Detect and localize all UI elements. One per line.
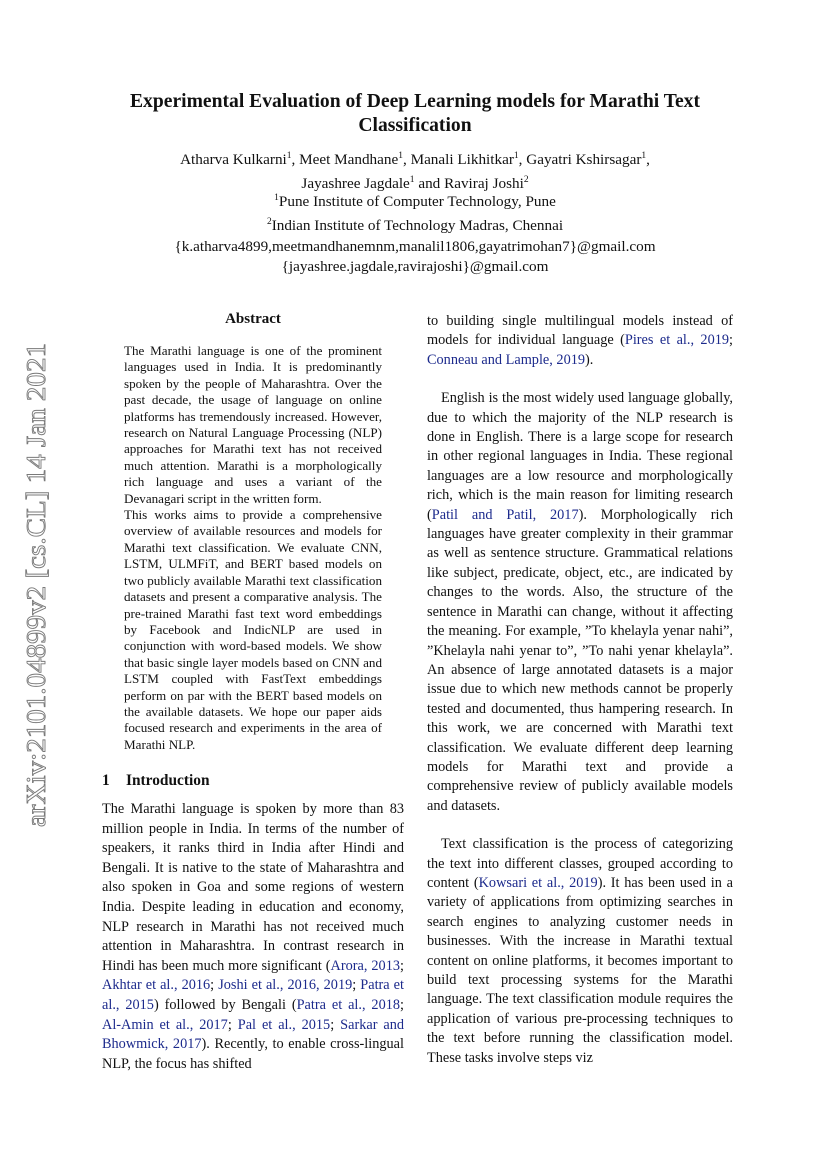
body-text: The Marathi language is spoken by more than 83 million people in India. In terms of the number of speakers, it ranks third in India after Hindi and Bengali. It is native to the state of Maharashtra and also spoken in Goa and some regions of western India. Despite leading in education and economy, NLP research in Marathi has not received much attention in Maharashtra. In contrast research in Hindi has been much more significant ( bbox=[102, 801, 404, 974]
body-text: ; bbox=[210, 977, 219, 994]
citation-link[interactable]: Arora, 2013 bbox=[330, 957, 401, 974]
paper-title bbox=[100, 90, 730, 138]
title-line-1: Experimental Evaluation of Deep Learning models for Marathi Text bbox=[129, 91, 701, 112]
affiliation-1 bbox=[100, 188, 730, 212]
section-heading bbox=[102, 772, 210, 790]
affiliation-number: 1 bbox=[274, 193, 279, 203]
citation-link[interactable]: Patra et al., 2018 bbox=[296, 996, 401, 1013]
body-text: ; bbox=[352, 977, 361, 994]
body-text: ; bbox=[227, 1016, 238, 1033]
author-separator: , bbox=[402, 151, 411, 169]
citation-link[interactable]: Kowsari et al., 2019 bbox=[478, 874, 598, 891]
author: Jayashree Jagdale bbox=[301, 175, 410, 193]
affiliation-number: 2 bbox=[266, 217, 272, 228]
author-affiliation-mark: 1 bbox=[641, 151, 647, 161]
citation-link[interactable]: Pal et al., 2015 bbox=[237, 1016, 331, 1033]
body-text: to building single multilingual models instead of models for individual language ( bbox=[427, 313, 733, 349]
citation-link[interactable]: Pires et al., 2019 bbox=[624, 332, 730, 349]
affiliation-2 bbox=[100, 212, 730, 236]
author: Raviraj Joshi bbox=[444, 175, 524, 193]
abstract-heading: Abstract bbox=[225, 311, 281, 327]
author-affiliation-mark: 2 bbox=[523, 175, 529, 186]
arxiv-stamp-svg bbox=[14, 340, 60, 830]
affiliation-name: Indian Institute of Technology Madras, Chennai bbox=[271, 217, 564, 235]
abstract-paragraph-2: This works aims to provide a comprehensive overview of available resources and models for Marathi text classification. We evaluate CNN, LSTM, ULMFiT, and BERT based models on two publicly available Marathi text classification datasets and present a comparative analysis. The pre-trained Marathi fast text word embeddings by Facebook and IndicNLP are used in conjunction with word-based models. We show that basic single layer models based on CNN and LSTM coupled with FastText embeddings perform on par with the BERT based models on the available datasets. We hope our paper aids focused research and experiments in the area of Marathi NLP. bbox=[124, 507, 382, 752]
body-text: ; bbox=[330, 1016, 341, 1033]
author-separator: and bbox=[414, 175, 445, 193]
author: Atharva Kulkarni bbox=[180, 151, 287, 169]
body-text: ). Morphologically rich languages have greater complexity in their grammar as well as sentence structure. Grammatical relations like subject, predicate, object, etc., are indicated by changes to the words. Also, the structure of the sentence in Marathi can change, without it affecting the meaning. For example, ”To khelayla yenar nahi”, ”Khelayla nahi yenar to”, ”To nahi yenar khelayla”. An absence of large annotated datasets is a major issue due to which new methods cannot be properly tested and documented, thus hampering research. In this work, we are concerned with Marathi text classification. We evaluate different deep learning models for Marathi text and provide a comprehensive review of publicly available models and datasets. bbox=[427, 506, 733, 814]
section-title: Introduction bbox=[126, 772, 210, 789]
author-separator: , bbox=[291, 151, 300, 169]
body-text: English is the most widely used language globally, due to which the majority of the NLP research is done in English. There is a large scope for research in other regional languages in India. These regional languages are a low resource and morphologically rich, which is the main reason for limiting research ( bbox=[427, 390, 733, 523]
intro-paragraph-1 bbox=[102, 800, 404, 1074]
affiliations bbox=[100, 188, 730, 277]
email-line-1: {k.atharva4899,meetmandhanemnm,manalil1806,gayatrimohan7}@gmail.com bbox=[174, 237, 656, 255]
author-list bbox=[100, 146, 730, 194]
author: Manali Likhitkar bbox=[410, 151, 514, 169]
title-line-2: Classification bbox=[358, 115, 472, 136]
arxiv-stamp-text: arXiv:2101.04899v2 [cs.CL] 14 Jan 2021 bbox=[21, 377, 51, 827]
author-line-1 bbox=[100, 146, 730, 170]
body-text: ). bbox=[585, 351, 594, 368]
author: Gayatri Kshirsagar bbox=[526, 151, 642, 169]
body-text: ; bbox=[400, 996, 405, 1013]
abstract-paragraph-1: The Marathi language is one of the prominent languages used in India. It is predominantly spoken by the people of Maharashtra. Over the past decade, the usage of language on online platforms has tremendously increased. However, research on Natural Language Processing (NLP) approaches for Marathi text has not received much attention. Marathi is a morphologically rich language and uses a variant of the Devanagari script in the written form. bbox=[124, 343, 382, 506]
body-text: Text classification is the process of categorizing the text into different classes, grouped according to content ( bbox=[427, 836, 733, 891]
intro-paragraph-3 bbox=[427, 835, 733, 1068]
citation-link[interactable]: Patil and Patil, 2017 bbox=[431, 506, 579, 523]
citation-link[interactable]: Al-Amin et al., 2017 bbox=[102, 1016, 228, 1033]
email-line-2: {jayashree.jagdale,ravirajoshi}@gmail.com bbox=[281, 257, 549, 275]
citation-link[interactable]: Patra et al., 2015 bbox=[102, 977, 405, 1013]
citation-link[interactable]: Akhtar et al., 2016 bbox=[102, 977, 211, 994]
body-text: ). It has been used in a variety of applications from optimizing searches in search engines to analyzing customer needs in businesses. With the increase in Marathi textual content on online platforms, it becomes important to build text processing systems for the Marathi language. The text classification module requires the application of various pre-processing techniques to the text before running the classification model. These tasks involve steps viz bbox=[427, 874, 734, 1066]
abstract bbox=[124, 343, 382, 753]
body-text: ; bbox=[400, 957, 404, 974]
intro-right-column bbox=[427, 312, 733, 1068]
section-number: 1 bbox=[102, 772, 110, 789]
citation-link[interactable]: Conneau and Lample, 2019 bbox=[427, 351, 586, 368]
arxiv-stamp bbox=[14, 340, 60, 830]
author: Meet Mandhane bbox=[299, 151, 399, 169]
author-affiliation-mark: 1 bbox=[398, 151, 403, 161]
body-text: ; bbox=[729, 332, 733, 349]
citation-link[interactable]: Joshi et al., 2016, 2019 bbox=[218, 977, 353, 994]
body-text: ). Recently, to enable cross-lingual NLP, the focus has shifted bbox=[102, 1036, 404, 1072]
author-affiliation-mark: 1 bbox=[409, 175, 415, 186]
intro-left-column bbox=[102, 800, 404, 1074]
intro-paragraph-2 bbox=[427, 389, 733, 816]
citation-link[interactable]: Sarkar and Bhowmick, 2017 bbox=[102, 1016, 405, 1053]
body-text: ) followed by Bengali ( bbox=[153, 996, 297, 1013]
author-separator: , bbox=[518, 151, 527, 169]
intro-paragraph-continued bbox=[427, 312, 733, 370]
author-separator: , bbox=[646, 151, 650, 169]
author-affiliation-mark: 1 bbox=[513, 151, 519, 161]
affiliation-name: Pune Institute of Computer Technology, Pune bbox=[278, 193, 556, 211]
author-affiliation-mark: 1 bbox=[286, 151, 292, 161]
